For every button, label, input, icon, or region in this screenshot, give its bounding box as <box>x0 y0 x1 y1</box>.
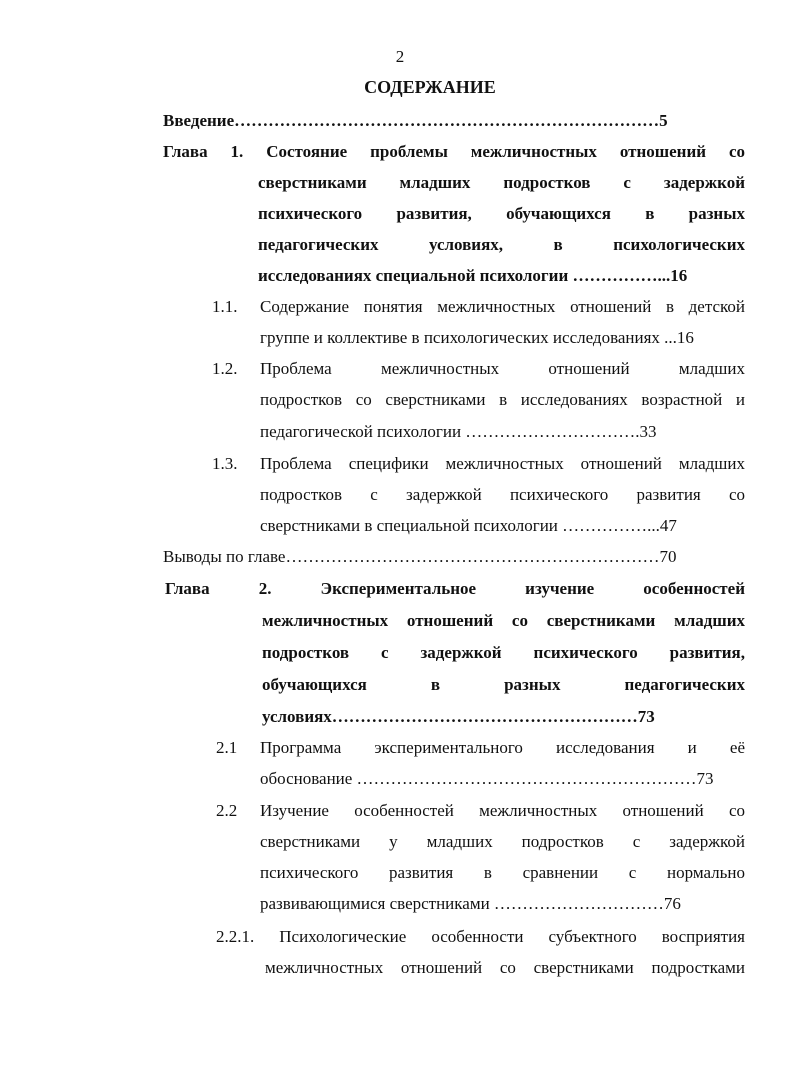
section-2-2-number: 2.2 <box>216 801 238 820</box>
section-2-1-title-line: обоснование ……………………………………………………73 <box>260 769 714 788</box>
section-1-3-title: Проблема специфики межличностных отношений младших <box>260 454 745 473</box>
chapter-2-heading-line: условиях………………………………………………73 <box>262 707 655 726</box>
chapter-1-heading-line: психического развития, обучающихся в разных <box>258 204 745 223</box>
chapter-2-heading-line: подростков с задержкой психического развития, <box>262 643 745 662</box>
chapter-1-heading-line: педагогических условиях, в психологических <box>258 235 745 254</box>
section-1-1-title: Содержание понятия межличностных отношений в детской <box>260 297 745 316</box>
toc-chapter-conclusions: Выводы по главе…………………………………………………………70 <box>163 547 677 566</box>
section-1-2-title-line: подростков со сверстниками в исследованиях возрастной и <box>260 390 745 409</box>
section-1-3-number: 1.3. <box>212 454 238 473</box>
section-2-2-title-line: психического развития в сравнении с нормально <box>260 863 745 882</box>
section-2-2-1-title-line: межличностных отношений со сверстниками подростками <box>265 958 745 977</box>
chapter-2-heading-line: обучающихся в разных педагогических <box>262 675 745 694</box>
chapter-2-heading: Глава 2. Экспериментальное изучение особенностей <box>165 579 745 598</box>
section-1-2-title: Проблема межличностных отношений младших <box>260 359 745 378</box>
chapter-2-heading-line: межличностных отношений со сверстниками младших <box>262 611 745 630</box>
section-2-2-title-line: сверстниками у младших подростков с задержкой <box>260 832 745 851</box>
toc-introduction: Введение…………………………………………………………………5 <box>163 111 668 130</box>
page-title: СОДЕРЖАНИЕ <box>364 77 496 97</box>
section-1-1-title-line: группе и коллективе в психологических исследованиях ...16 <box>260 328 694 347</box>
chapter-1-heading: Глава 1. Состояние проблемы межличностных отношений со <box>163 142 745 161</box>
section-2-2-title-line: развивающимися сверстниками …………………………76 <box>260 894 681 913</box>
section-2-1-number: 2.1 <box>216 738 238 757</box>
chapter-1-heading-line: сверстниками младших подростков с задержкой <box>258 173 745 192</box>
chapter-1-heading-line: исследованиях специальной психологии ……………...16 <box>258 266 688 285</box>
section-1-3-title-line: подростков с задержкой психического развития со <box>260 485 745 504</box>
section-2-2-title: Изучение особенностей межличностных отношений со <box>260 801 745 820</box>
section-1-3-title-line: сверстниками в специальной психологии ……………...47 <box>260 516 677 535</box>
section-1-2-title-line: педагогической психологии ………………………….33 <box>260 422 657 441</box>
page-number: 2 <box>395 47 405 66</box>
section-2-2-1-title: 2.2.1. Психологические особенности субъектного восприятия <box>216 927 745 946</box>
section-1-2-number: 1.2. <box>212 359 238 378</box>
section-1-1-number: 1.1. <box>212 297 238 316</box>
section-2-1-title: Программа экспериментального исследования и её <box>260 738 745 757</box>
